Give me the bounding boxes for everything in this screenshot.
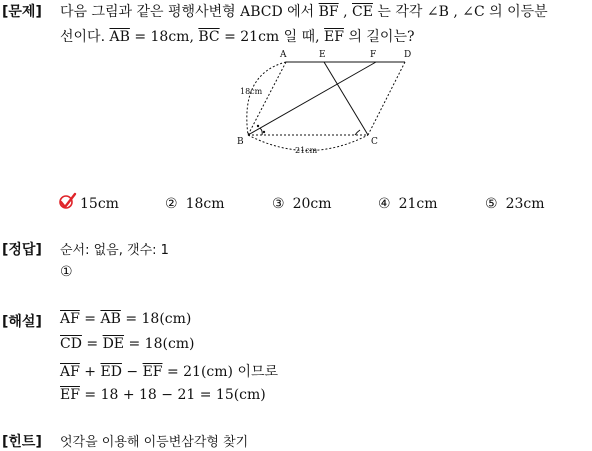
angle-mark-c: [355, 130, 360, 135]
explanation-line-1: [60, 311, 191, 327]
problem-text: 는 각각 ∠B , ∠C 의 이등분: [377, 4, 548, 20]
hint-text: 엇각을 이용해 이등변삼각형 찾기: [60, 435, 249, 450]
explanation-text: = 18(cm): [128, 336, 195, 352]
vertex-e-label: E: [319, 50, 326, 60]
answer-line-2: ①: [60, 264, 73, 280]
segment-ed: $\overline{ED}$: [100, 364, 122, 380]
problem-text: ,: [343, 4, 348, 20]
vertex-d-label: D: [404, 50, 412, 60]
choice-2-text: 18cm: [185, 196, 225, 212]
base-length-label: 21cm: [295, 146, 318, 155]
segment-bf: $\overline{BF}$: [318, 4, 339, 20]
hint-label: [힌트]: [2, 434, 42, 450]
vertex-c-label: C: [371, 137, 378, 147]
problem-label: [문제]: [2, 4, 42, 20]
angle-dot-b2: [263, 131, 265, 133]
problem-text: = 21cm 일 때,: [224, 29, 320, 45]
side-dc: [368, 62, 405, 135]
choice-4[interactable]: [378, 196, 438, 212]
choice-4-text: 21cm: [398, 196, 438, 212]
segment-af: $\overline{AF}$: [60, 311, 80, 327]
bisector-ce: [324, 62, 368, 135]
segment-cd: $\overline{CD}$: [60, 336, 82, 352]
problem-text: 선이다.: [60, 29, 106, 45]
choice-2[interactable]: [165, 196, 225, 212]
angle-mark-b: [260, 128, 262, 135]
choice-3[interactable]: [272, 196, 332, 212]
explanation-label: [해설]: [2, 314, 42, 330]
explanation-text: =: [84, 311, 97, 327]
segment-bc: $\overline{BC}$: [198, 29, 220, 45]
choice-3-number: ③: [272, 196, 285, 212]
answer-label: [정답]: [2, 242, 42, 258]
problem-text: 의 길이는?: [348, 29, 415, 45]
choice-2-number: ②: [165, 196, 178, 212]
vertex-a-label: A: [280, 50, 287, 60]
explanation-text: +: [84, 364, 97, 380]
choice-5-number: ⑤: [485, 196, 498, 212]
explanation-line-3: [60, 361, 278, 381]
problem-line-2: [60, 26, 415, 46]
explanation-text: =: [86, 336, 99, 352]
vertex-f-label: F: [370, 50, 377, 60]
segment-ef: $\overline{EF}$: [60, 387, 80, 403]
problem-text: = 18cm,: [134, 29, 194, 45]
choice-5[interactable]: [485, 196, 545, 212]
choice-5-text: 23cm: [505, 196, 545, 212]
choice-4-number: ④: [378, 196, 391, 212]
vertex-b-label: B: [237, 137, 244, 147]
choice-3-text: 20cm: [292, 196, 332, 212]
segment-af: $\overline{AF}$: [60, 364, 80, 380]
choice-1[interactable]: [80, 196, 119, 212]
check-mark-icon: [58, 192, 78, 212]
explanation-text: = 18(cm): [125, 311, 192, 327]
answer-line-1: 순서: 없음, 갯수: 1: [60, 243, 169, 258]
explanation-text: −: [126, 364, 139, 380]
explanation-line-2: [60, 336, 195, 352]
explanation-text: = 18 + 18 − 21 = 15(cm): [84, 387, 266, 403]
segment-ef: $\overline{EF}$: [324, 29, 344, 45]
segment-ab: $\overline{AB}$: [109, 29, 130, 45]
choice-1-text: 15cm: [80, 196, 119, 212]
problem-line-1: [60, 1, 548, 21]
problem-text: 다음 그림과 같은 평행사변형 ABCD 에서: [60, 4, 315, 20]
segment-ab: $\overline{AB}$: [100, 311, 121, 327]
parallelogram-figure: [230, 44, 420, 159]
side-length-label: 18cm: [240, 87, 263, 96]
explanation-line-4: [60, 387, 266, 403]
angle-dot-b1: [257, 125, 259, 127]
segment-ef: $\overline{EF}$: [142, 364, 163, 380]
segment-de: $\overline{DE}$: [102, 336, 125, 352]
segment-ce: $\overline{CE}$: [352, 4, 373, 20]
explanation-text: = 21(cm) 이므로: [166, 364, 279, 380]
